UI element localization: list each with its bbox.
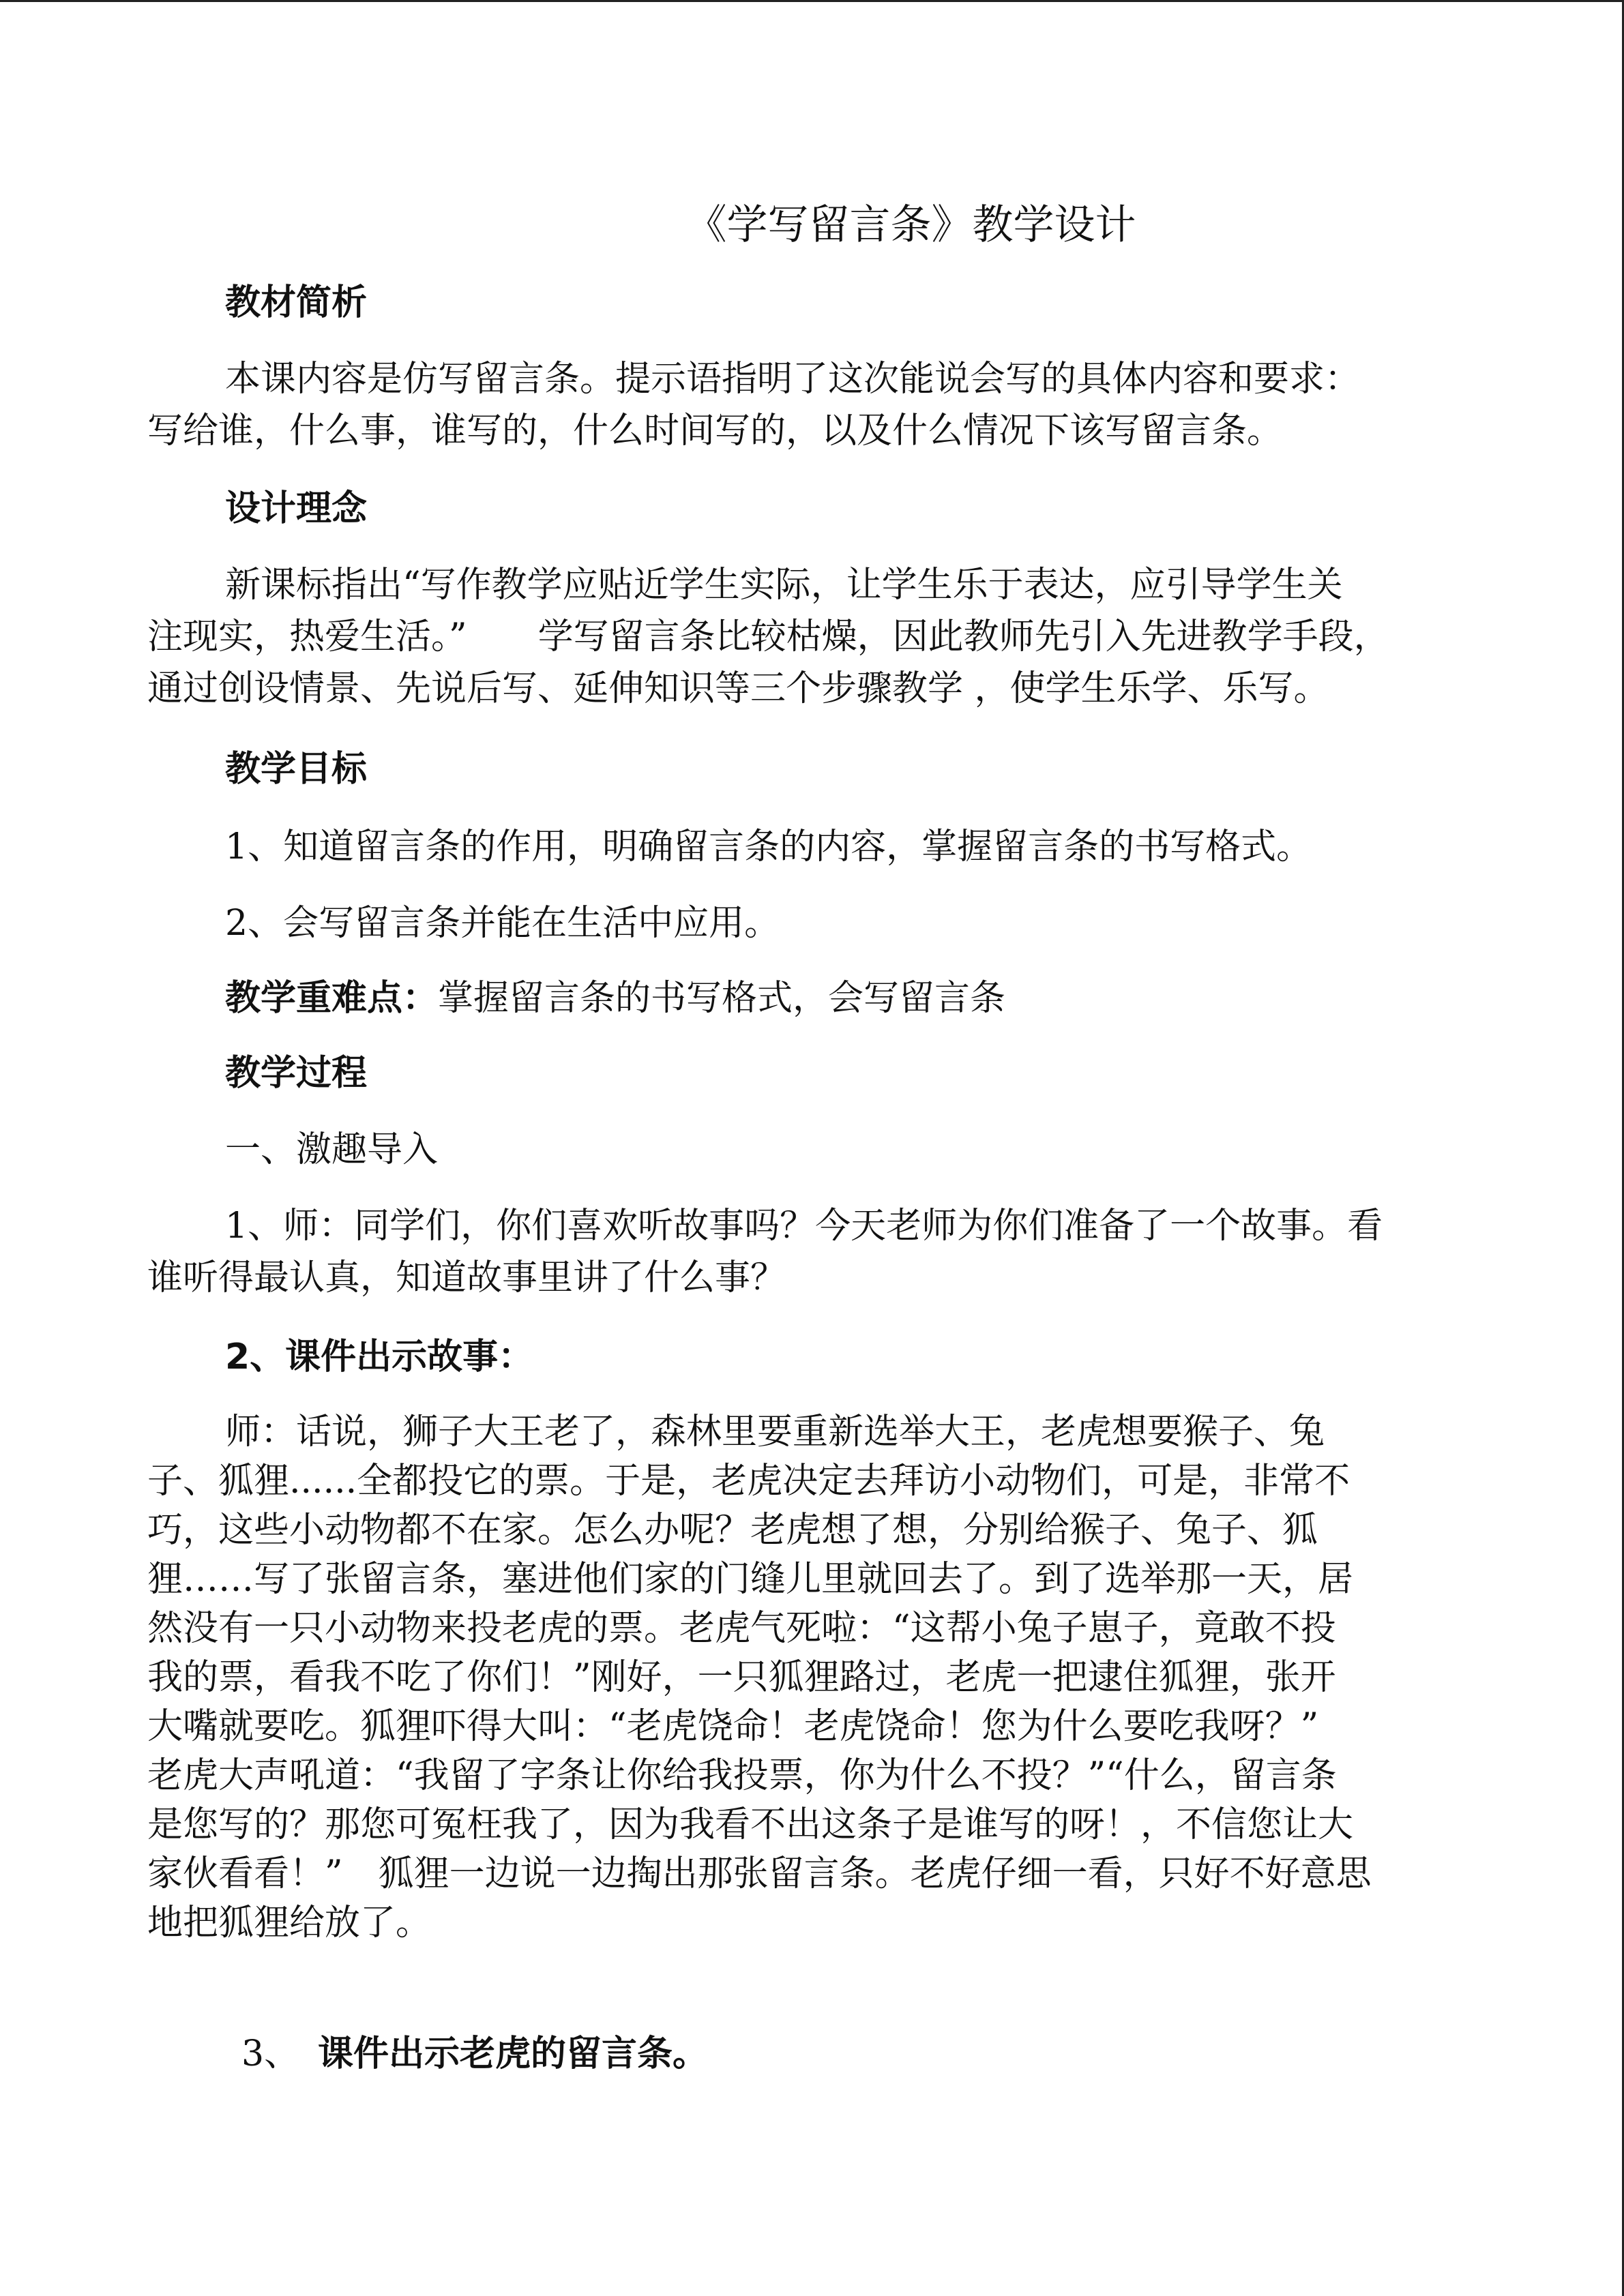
text-line: 新课标指出“写作教学应贴近学生实际，让学生乐于表达，应引导学生关 xyxy=(225,565,1343,606)
text-line: 大嘴就要吃。狐狸吓得大叫：“老虎饶命！老虎饶命！您为什么要吃我呀？” xyxy=(147,1706,1319,1747)
text-line: 1、师：同学们，你们喜欢听故事吗？今天老师为你们准备了一个故事。看 xyxy=(225,1206,1383,1247)
text-line: 子、狐狸......全都投它的票。于是，老虎决定去拜访小动物们，可是，非常不 xyxy=(147,1461,1350,1502)
heading-material-analysis: 教材简析 xyxy=(225,282,368,323)
key-points-text: 掌握留言条的书写格式，会写留言条 xyxy=(438,978,1006,1019)
paragraph-design-concept xyxy=(147,561,1477,713)
text-line: 写给谁，什么事，谁写的，什么时间写的，以及什么情况下该写留言条。 xyxy=(147,411,1283,451)
step-3-text: 课件出示老虎的留言条。 xyxy=(318,2033,709,2074)
text-line: 谁听得最认真，知道故事里讲了什么事？ xyxy=(147,1257,786,1298)
text-line: 是您写的？那您可冤枉我了，因为我看不出这条子是谁写的呀！，不信您让大 xyxy=(147,1804,1354,1845)
text-line: 本课内容是仿写留言条。提示语指明了这次能说会写的具体内容和要求： xyxy=(225,359,1361,400)
text-line: 然没有一只小动物来投老虎的票。老虎气死啦：“这帮小兔子崽子，竟敢不投 xyxy=(147,1608,1336,1649)
text-line: 巧，这些小动物都不在家。怎么办呢？老虎想了想，分别给猴子、兔子、狐 xyxy=(147,1510,1318,1551)
text-line: 狸……写了张留言条，塞进他们家的门缝儿里就回去了。到了选举那一天，居 xyxy=(147,1559,1354,1600)
paragraph-material-analysis xyxy=(147,355,1477,456)
goal-item-1: 1、知道留言条的作用，明确留言条的内容，掌握留言条的书写格式。 xyxy=(225,826,1312,867)
text-line: 家伙看看！” 狐狸一边说一边掏出那张留言条。老虎仔细一看，只好不好意思 xyxy=(147,1853,1372,1894)
goal-item-2: 2、会写留言条并能在生活中应用。 xyxy=(225,903,780,944)
step-2-heading: 2、课件出示故事： xyxy=(225,1337,534,1377)
text-line: 师：话说，狮子大王老了，森林里要重新选举大王，老虎想要猴子、兔 xyxy=(225,1412,1325,1452)
step-3-number: 3、 xyxy=(241,2033,300,2074)
text-line: 地把狐狸给放了。 xyxy=(147,1903,432,1943)
heading-teaching-process: 教学过程 xyxy=(225,1053,368,1094)
key-points xyxy=(225,974,1477,1023)
key-points-label: 教学重难点： xyxy=(225,978,439,1019)
paragraph-story xyxy=(147,1407,1477,1948)
text-line: 通过创设情景、先说后写、延伸知识等三个步骤教学 ，使学生乐学、乐写。 xyxy=(147,668,1329,709)
step-1-heading: 一、激趣导入 xyxy=(225,1129,439,1170)
document-title: 《学写留言条》教学设计 xyxy=(685,201,1136,249)
step-3-heading xyxy=(241,2029,1477,2078)
text-line: 我的票，看我不吃了你们！”刚好，一只狐狸路过，老虎一把逮住狐狸，张开 xyxy=(147,1657,1336,1698)
paragraph-step-1 xyxy=(147,1202,1477,1302)
heading-teaching-goals: 教学目标 xyxy=(225,749,368,790)
text-line: 注现实，热爱生活。” 学写留言条比较枯燥，因此教师先引入先进教学手段， xyxy=(147,616,1389,657)
heading-design-concept: 设计理念 xyxy=(225,488,368,529)
text-line: 老虎大声吼道：“我留了字条让你给我投票，你为什么不投？”“什么，留言条 xyxy=(147,1755,1337,1796)
